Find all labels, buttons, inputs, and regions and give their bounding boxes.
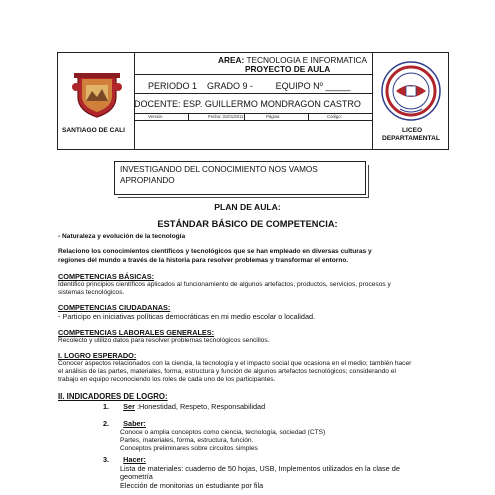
ser-number: 1. bbox=[103, 402, 110, 411]
saber-line-1: Conoce o amplia conceptos como ciencia, tecnología, sociedad (CTS) bbox=[120, 429, 326, 436]
header-line-4 bbox=[134, 120, 372, 121]
relaciono-line-1: Relaciono los conocimientos científicos y tecnológicos que se han empleado en diversas culturas y bbox=[58, 248, 372, 255]
hacer-number: 3. bbox=[103, 455, 110, 464]
labor-competencies-line: Recolecto y utilizo datos para resolver problemas tecnológicos sencillos. bbox=[58, 337, 270, 344]
school-caption-2: DEPARTAMENTAL bbox=[382, 135, 440, 142]
period-row bbox=[148, 81, 350, 91]
hacer-line-1: Lista de materiales: cuaderno de 50 hojas, USB, Implementos utilizados en la clase de bbox=[120, 464, 400, 473]
date-label: Fecha: 31/01/2011 bbox=[208, 114, 244, 119]
team-label: EQUIPO Nº _____ bbox=[275, 81, 351, 91]
header-table bbox=[57, 52, 449, 150]
indicators-title: II. INDICADORES DE LOGRO: bbox=[58, 392, 168, 401]
grade-label: GRADO 9 - bbox=[207, 81, 254, 91]
citizen-competencies-line: - Participo en iniciativas políticas democráticas en mi medio escolar o localidad. bbox=[58, 312, 316, 321]
project-name: INVESTIGANDO DEL CONOCIMIENTO NOS VAMOS APROPIANDO bbox=[120, 165, 318, 185]
expected-goal-line-1: Conocer aspectos relacionados con la ciencia, la tecnología y el impacto social que ocasiona en el medio; también hacer bbox=[58, 360, 412, 367]
code-label: Código: bbox=[327, 114, 342, 119]
basic-competencies-line-1: Identifico principios científicos aplicados al funcionamiento de algunos artefactos, productos, servicios, procesos y bbox=[58, 281, 391, 288]
saber-number: 2. bbox=[103, 419, 110, 428]
indicator-saber bbox=[103, 419, 146, 428]
header-line-2 bbox=[134, 93, 372, 94]
ser-label: Ser bbox=[123, 402, 135, 411]
expected-goal-line-3: trabajo en equipo reconociendo los roles de cada uno de los participantes. bbox=[58, 376, 276, 383]
project-name-box bbox=[114, 161, 366, 195]
citizen-competencies-title: COMPETENCIAS CIUDADANAS: bbox=[58, 303, 171, 312]
hacer-label: Hacer: bbox=[123, 455, 146, 464]
indicator-ser bbox=[103, 402, 265, 411]
labor-competencies-title: COMPETENCIAS LABORALES GENERALES: bbox=[58, 328, 215, 337]
area-value: TECNOLOGIA E INFORMATICA bbox=[246, 55, 368, 65]
saber-line-2: Partes, materiales, forma, estructura, función. bbox=[120, 437, 254, 444]
header-divider-right bbox=[372, 53, 373, 149]
basic-competencies-line-2: sistemas tecnológicos. bbox=[58, 289, 125, 296]
header-line-1 bbox=[134, 74, 372, 75]
meta-divider-1 bbox=[188, 113, 189, 120]
city-caption: SANTIAGO DE CALI bbox=[62, 127, 126, 134]
standard-title: ESTÁNDAR BÁSICO DE COMPETENCIA: bbox=[157, 219, 338, 229]
teacher-line: DOCENTE: ESP. GUILLERMO MONDRAGON CASTRO bbox=[134, 99, 361, 109]
indicator-hacer bbox=[103, 455, 146, 464]
expected-goal-line-2: el análisis de las partes, materiales, forma, estructura y función de algunos artefactos tecnológicos; considerando el bbox=[58, 368, 396, 375]
city-shield-icon bbox=[62, 65, 132, 125]
expected-goal-title: I. LOGRO ESPERADO: bbox=[58, 351, 137, 360]
hacer-line-2: geometría bbox=[120, 472, 153, 481]
city-logo bbox=[62, 65, 132, 147]
saber-label: Saber: bbox=[123, 419, 146, 428]
meta-divider-2 bbox=[244, 113, 245, 120]
area-line: AREA: TECNOLOGIA E INFORMATICA bbox=[218, 55, 368, 65]
naturaleza-line: - Naturaleza y evolución de la tecnología bbox=[58, 233, 186, 240]
version-label: Versión bbox=[148, 114, 163, 119]
school-logo bbox=[376, 59, 446, 147]
basic-competencies-title: COMPETENCIAS BÁSICAS: bbox=[58, 272, 155, 281]
school-seal-icon bbox=[376, 59, 446, 127]
relaciono-line-2: regiones del mundo a través de la historia para resolver problemas y transformar el entorno. bbox=[58, 257, 349, 264]
project-title: PROYECTO DE AULA bbox=[245, 64, 331, 74]
saber-line-3: Conceptos preliminares sobre circuitos simples bbox=[120, 445, 258, 452]
hacer-line-3: Elección de monitorias un estudiante por fila bbox=[120, 481, 264, 490]
school-caption-1: LICEO bbox=[402, 127, 423, 134]
page-label: Página bbox=[266, 114, 280, 119]
plan-title: PLAN DE AULA: bbox=[214, 202, 281, 212]
ser-text: :Honestidad, Respeto, Responsabilidad bbox=[134, 402, 266, 411]
period-label: PERIODO 1 bbox=[148, 81, 198, 91]
meta-divider-3 bbox=[308, 113, 309, 120]
